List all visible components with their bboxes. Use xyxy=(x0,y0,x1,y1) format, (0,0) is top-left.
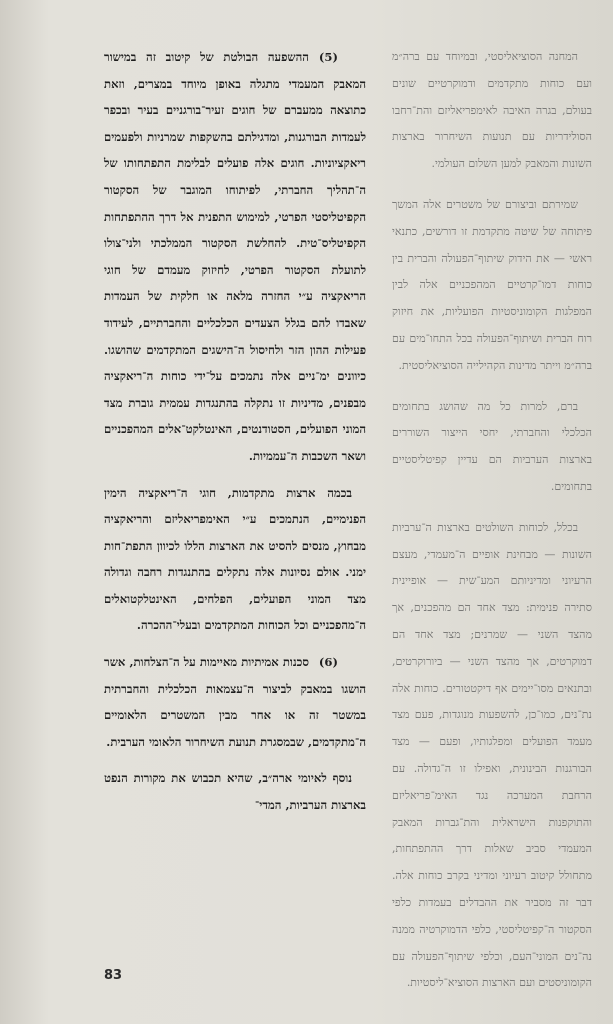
left-column xyxy=(104,44,366,819)
paragraph: בכלל, לכוחות השולטים בארצות ה־ערביות השונות — מבחינת אופיים ה־מעמדי, מעצם הרעיוני ומדיניותם המע־שית — אופיינית סתירה פנימית: מצד אחד הם מהפכנים, אך מהצד השני — שמרנים; מצד אחד הם דמוקרטים, אך מהצד השני — ביורוקרטים, ובתנאים מסו־יימים אף דיקטטורים. כוחות אלה נת־נים, כמו־כן, להשפעות מנוגדות, פעם מצד מעמד הפועלים ומפלגותיו, ופעם — מצד הבורגנות הבינונית, ואפילו זו ה־גדולה. עם הרחבת המערכה נגד האימ־פריאליזם והתוקפנות הישראלית והת־גברות המאבק המעמדי סביב שאלות דרך ההתפתחות, מתחולל קיטוב רעיוני ומדיני בקרב כוחות אלה. דבר זה מסביר את ההבדלים בעמדות כלפי הסקטור ה־קפיטליסטי, כלפי הדמוקרטיה ממנה נה־נים המוני־העם, וכלפי שיתוף־הפעולה עם הקומוניסטים ועם הארצות הסוציא־ליסטיות. xyxy=(392,520,592,990)
paragraph: בכמה ארצות מתקדמות, חוגי ה־ריאקציה הימין הפנימיים, הנתמכים ע״י האימפריאליזם והריאקציה מבחוץ, מנסים להסיט את הארצות הללו לכיוון התפת־חות ימני. אולם נסיונות אלה נתקלים בהתנגדות רחבה וגדולה מצד המוני הפועלים, הפלחים, האינטלקטואלים ה־מהפכניים וכל הכוחות המתקדמים ובעלי־ההכרה. xyxy=(104,485,366,633)
right-column xyxy=(392,44,592,990)
paragraph: ברם, למרות כל מה שהושג בתחומים הכלכלי והחברתי, יחסי הייצור השוררים בארצות הערביות הם עדיין קפיטליסטיים בתחומים. xyxy=(392,399,592,493)
page-number: 83 xyxy=(104,968,123,983)
paragraph: המחנה הסוציאליסטי, ובמיוחד עם ברה״מ ועם כוחות מתקדמים ודמוקרטיים שונים בעולם, בגרה האיבה לאימפריאליזם והת־רחבו הסולידריות עם תנועות השיחרור בארצות השונות והמאבק למען השלום העולמי. xyxy=(392,50,592,171)
paragraph-number: (6) xyxy=(318,655,338,670)
paragraph-5 xyxy=(104,44,366,470)
paragraph: נוסף לאיומי ארה״ב, שהיא תכבוש את מקורות הנפט בארצות הערביות, המדי־ xyxy=(104,771,366,813)
paragraph-text: סכנות אמיתיות מאיימות על ה־הצלחות, אשר הושגו במאבק לביצור ה־עצמאות הכלכלית והחברתית במשטר זה או אחר מבין המשטרים הלאומיים ה־מתקדמים, שבמסגרת תנועת השיחרור הלאומי הערבית. xyxy=(104,655,366,749)
paragraph-6 xyxy=(104,649,366,755)
paragraph-text: ההשפעה הבולטת של קיטוב זה במישור המאבק המעמדי מתגלה באופן מיוחד במצרים, וזאת כתוצאה ממעברם של חוגים זעיר־בורגניים בעיר ובכפר לעמדות הבורגנות, ומדגילתם בהשקפות שמרניות ולפעמים ריאקציוניות. חוגים אלה פועלים לבלימת התפתחותו של ה־תהליך החברתי, לפיתוחו המוגבר של הסקטור הקפיטליסטי הפרטי, למימוש התפנית אל דרך ההתפתחות הקפיטליס־טית. להחלשת הסקטור הממלכתי ולני־צולו לתועלת הסקטור הפרטי, לחיזוק מעמדם של חוגי הריאקציה ע״י החזרה מלאה או חלקית של העמדות שאבדו להם בגלל הצעדים הכלכליים והחברתיים, לעידוד פעילות ההון הזר ולחיסול ה־הישגים המתקדמים שהושגו. כיוונים ימ־ניים אלה נתמכים על־ידי כוחות ה־ריאקציה מבפנים, מדיניות זו נתקלה בהתנגדות עממית גוברת מצד המוני הפועלים, הסטודנטים, האינטלקט־אלים המהפכניים ושאר השכבות ה־עממיות. xyxy=(104,50,366,463)
paragraph: שמירתם וביצורם של משטרים אלה המשך פיתוחה של שיטה מתקדמת זו דורשים, כתנאי ראשי — את הידוק שיתוף־הפעולה והברית בין כוחות דמו־קרטיים המהפכניים אלה לבין המפלגות הקומוניסטיות הפועליות, את חיזוק רוח הברית ושיתוף־הפעולה בכל התחו־מים עם ברה״מ וייתר מדינות הקהילייה הסוציאליסטית. xyxy=(392,197,592,372)
paragraph-number: (5) xyxy=(318,50,338,64)
